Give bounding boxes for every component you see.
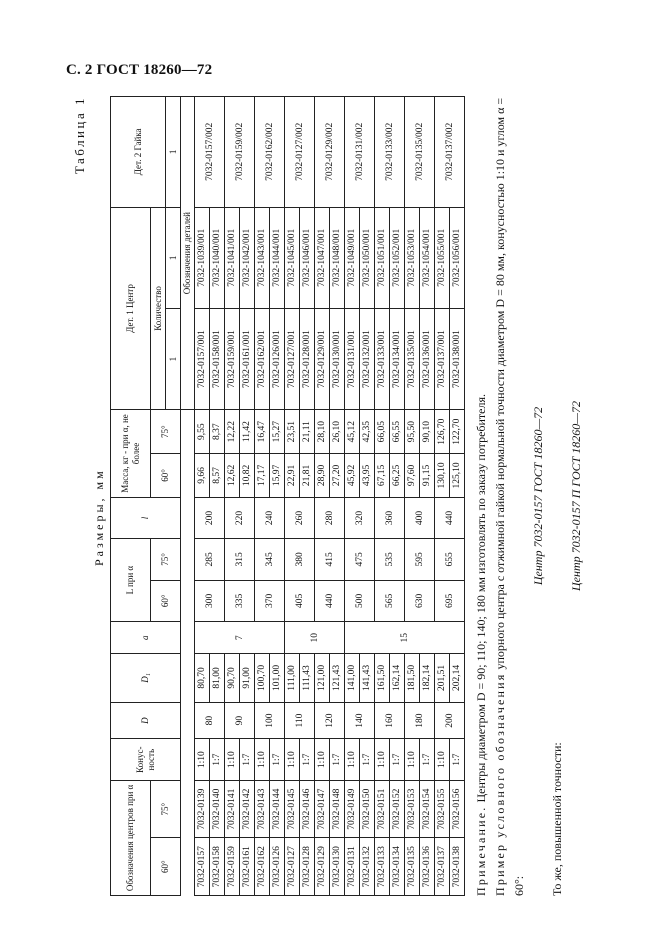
center-75-cell: 7032-0148 [330,780,345,838]
det2-nut-cell: 7032-0137/002 [435,97,465,208]
diameter-D1-cell: 111,43 [300,654,315,702]
diameter-D-cell: 160 [375,702,405,739]
table-row [315,97,330,896]
det1-part-cell: 7032-1041/001 [225,207,240,308]
diameter-D1-cell: 111,00 [285,654,300,702]
center-60-cell: 7032-0157 [195,838,210,896]
det1-part-cell: 7032-1056/001 [450,207,465,308]
det1-center-cell: 7032-0131/001 [345,308,360,409]
det1-center-cell: 7032-0162/001 [255,308,270,409]
length-L60-cell: 335 [225,580,255,621]
det1-part-cell: 7032-1053/001 [405,207,420,308]
length-l-cell: 240 [255,497,285,538]
diameter-D1-cell: 141,00 [345,654,360,702]
length-L75-cell: 595 [405,539,435,580]
center-75-cell: 7032-0146 [300,780,315,838]
det1-center-cell: 7032-0161/001 [240,308,255,409]
header-designation: Обозначения центров при α [111,780,151,895]
header-mass: Масса, кг - при α, не более [111,410,151,497]
taper-cell: 1:10 [315,739,330,780]
a-cell: 15 [345,622,465,654]
diameter-D-cell: 110 [285,702,315,739]
diameter-D1-cell: 161,50 [375,654,390,702]
center-75-cell: 7032-0144 [270,780,285,838]
mass-75-cell: 126,70 [435,410,450,454]
diameter-D1-cell: 162,14 [390,654,405,702]
table-row [435,97,450,896]
mass-60-cell: 15,97 [270,454,285,498]
mass-60-cell: 12,62 [225,454,240,498]
diameter-D1-cell: 81,00 [210,654,225,702]
center-60-cell: 7032-0136 [420,838,435,896]
length-l-cell: 440 [435,497,465,538]
taper-cell: 1:10 [225,739,240,780]
mass-60-cell: 27,20 [330,454,345,498]
det1-part-cell: 7032-1039/001 [195,207,210,308]
taper-cell: 1:7 [330,739,345,780]
det1-part-cell: 7032-1049/001 [345,207,360,308]
det1-center-cell: 7032-0159/001 [225,308,240,409]
header-quantity: Количество [151,207,166,410]
header-m60: 60° [151,454,181,498]
det1-part-cell: 7032-1046/001 [300,207,315,308]
mass-60-cell: 10,82 [240,454,255,498]
header-D: D [111,702,181,739]
centers-table [110,96,465,896]
mass-75-cell: 8,37 [210,410,225,454]
diameter-D1-cell: 141,43 [360,654,375,702]
mass-75-cell: 21,11 [300,410,315,454]
length-L75-cell: 285 [195,539,225,580]
table-caption [70,96,110,896]
table-row [360,97,375,896]
center-60-cell: 7032-0130 [330,838,345,896]
taper-cell: 1:7 [420,739,435,780]
table-row [255,97,270,896]
center-75-cell: 7032-0141 [225,780,240,838]
center-75-cell: 7032-0150 [360,780,375,838]
mass-75-cell: 9,55 [195,410,210,454]
mass-60-cell: 9,66 [195,454,210,498]
diameter-D1-cell: 80,70 [195,654,210,702]
center-75-cell: 7032-0154 [420,780,435,838]
mass-60-cell: 8,57 [210,454,225,498]
det1-center-cell: 7032-0128/001 [300,308,315,409]
mass-75-cell: 45,12 [345,410,360,454]
mass-60-cell: 22,91 [285,454,300,498]
length-L60-cell: 630 [405,580,435,621]
a-cell: 7 [195,622,285,654]
mass-60-cell: 91,15 [420,454,435,498]
length-l-cell: 400 [405,497,435,538]
table-row [300,97,315,896]
taper-cell: 1:7 [450,739,465,780]
mass-75-cell: 15,27 [270,410,285,454]
det1-center-cell: 7032-0127/001 [285,308,300,409]
length-L60-cell: 405 [285,580,315,621]
diameter-D1-cell: 91,00 [240,654,255,702]
length-l-cell: 260 [285,497,315,538]
diameter-D-cell: 80 [195,702,225,739]
mass-75-cell: 12,22 [225,410,240,454]
center-60-cell: 7032-0133 [375,838,390,896]
diameter-D-cell: 180 [405,702,435,739]
header-c60: 60° [151,838,181,896]
mass-75-cell: 95,50 [405,410,420,454]
center-75-cell: 7032-0147 [315,780,330,838]
length-l-cell: 220 [225,497,255,538]
det1-part-cell: 7032-1043/001 [255,207,270,308]
det1-part-cell: 7032-1055/001 [435,207,450,308]
det2-nut-cell: 7032-0133/002 [375,97,405,208]
table-row [210,97,225,896]
taper-cell: 1:7 [240,739,255,780]
table-row [390,97,405,896]
mass-75-cell: 42,35 [360,410,375,454]
length-L60-cell: 695 [435,580,465,621]
table-row [450,97,465,896]
table-row [285,97,300,896]
mass-75-cell: 16,47 [255,410,270,454]
sizes-label: Размеры, мм [92,468,106,566]
taper-cell: 1:10 [255,739,270,780]
det1-center-cell: 7032-0136/001 [420,308,435,409]
det1-center-cell: 7032-0133/001 [375,308,390,409]
det1-part-cell: 7032-1045/001 [285,207,300,308]
taper-cell: 1:7 [300,739,315,780]
taper-cell: 1:10 [195,739,210,780]
table-number: Таблица 1 [72,96,87,175]
same-text: То же, повышенной точности: [550,742,564,896]
rotated-table-area [70,96,600,896]
header-L: L при α [111,539,151,622]
mass-75-cell: 11,42 [240,410,255,454]
length-L75-cell: 655 [435,539,465,580]
center-60-cell: 7032-0161 [240,838,255,896]
diameter-D1-cell: 100,70 [255,654,270,702]
note-line [472,96,491,896]
det2-nut-cell: 7032-0162/002 [255,97,285,208]
a-cell: 10 [285,622,345,654]
length-L75-cell: 415 [315,539,345,580]
header-D1: D₁ [111,654,181,702]
table-row [225,97,240,896]
diameter-D1-cell: 182,14 [420,654,435,702]
det2-nut-cell: 7032-0127/002 [285,97,315,208]
taper-cell: 1:10 [345,739,360,780]
example-line [491,96,529,896]
det1-center-cell: 7032-0158/001 [210,308,225,409]
det1-center-cell: 7032-0138/001 [450,308,465,409]
center-60-cell: 7032-0126 [270,838,285,896]
taper-cell: 1:10 [375,739,390,780]
diameter-D-cell: 120 [315,702,345,739]
det2-nut-cell: 7032-0135/002 [405,97,435,208]
mass-60-cell: 21,81 [300,454,315,498]
center-60-cell: 7032-0135 [405,838,420,896]
det1-center-cell: 7032-0137/001 [435,308,450,409]
mass-60-cell: 45,92 [345,454,360,498]
center-60-cell: 7032-0129 [315,838,330,896]
taper-cell: 1:7 [210,739,225,780]
table-row [195,97,210,896]
mass-75-cell: 23,51 [285,410,300,454]
length-l-cell: 280 [315,497,345,538]
header-qty2: 1 [166,207,181,308]
diameter-D-cell: 140 [345,702,375,739]
det1-part-cell: 7032-1051/001 [375,207,390,308]
mass-75-cell: 26,10 [330,410,345,454]
diameter-D1-cell: 101,00 [270,654,285,702]
length-L60-cell: 370 [255,580,285,621]
mass-75-cell: 66,05 [375,410,390,454]
table-row [330,97,345,896]
center-60-cell: 7032-0128 [300,838,315,896]
note-text: Центры диаметром D = 90; 110; 140; 180 мм изготовлять по заказу потребителя. [474,393,488,803]
length-L75-cell: 380 [285,539,315,580]
taper-cell: 1:7 [270,739,285,780]
det1-part-cell: 7032-1050/001 [360,207,375,308]
center-75-cell: 7032-0151 [375,780,390,838]
example-text: упорного центра с отжимной гайкой нормальной точности диаметром D = 80 мм, конусностью 1:10 и углом α = 60°: [493,97,526,896]
header-L75: 75° [151,539,181,580]
mass-60-cell: 130,10 [435,454,450,498]
center-75-cell: 7032-0140 [210,780,225,838]
same-designation: Центр 7032-0157 П ГОСТ 18260—72 [569,401,583,591]
length-L60-cell: 565 [375,580,405,621]
center-75-cell: 7032-0152 [390,780,405,838]
det1-part-cell: 7032-1042/001 [240,207,255,308]
det1-center-cell: 7032-0134/001 [390,308,405,409]
center-75-cell: 7032-0149 [345,780,360,838]
example-label: Пример условного обозначения [493,672,507,896]
det1-center-cell: 7032-0130/001 [330,308,345,409]
det2-nut-cell: 7032-0129/002 [315,97,345,208]
length-L60-cell: 300 [195,580,225,621]
header-parts-designation: Обозначения деталей [181,97,195,410]
mass-75-cell: 90,10 [420,410,435,454]
diameter-D1-cell: 121,00 [315,654,330,702]
diameter-D-cell: 200 [435,702,465,739]
notes-block [472,96,586,896]
taper-cell: 1:10 [285,739,300,780]
det1-center-cell: 7032-0135/001 [405,308,420,409]
mass-60-cell: 125,10 [450,454,465,498]
table-row [375,97,390,896]
det1-part-cell: 7032-1054/001 [420,207,435,308]
length-l-cell: 360 [375,497,405,538]
det2-nut-cell: 7032-0159/002 [225,97,255,208]
length-L75-cell: 345 [255,539,285,580]
length-l-cell: 200 [195,497,225,538]
taper-cell: 1:10 [405,739,420,780]
mass-60-cell: 17,17 [255,454,270,498]
mass-75-cell: 122,70 [450,410,465,454]
table-row [270,97,285,896]
header-qty1: 1 [166,308,181,409]
diameter-D1-cell: 201,51 [435,654,450,702]
page-header: С. 2 ГОСТ 18260—72 [66,62,213,78]
center-75-cell: 7032-0145 [285,780,300,838]
length-L75-cell: 535 [375,539,405,580]
table-row [240,97,255,896]
mass-75-cell: 28,10 [315,410,330,454]
length-L60-cell: 440 [315,580,345,621]
det1-center-cell: 7032-0157/001 [195,308,210,409]
mass-75-cell: 66,55 [390,410,405,454]
center-75-cell: 7032-0139 [195,780,210,838]
header-det2: Дет. 2 Гайка [111,97,166,208]
det1-part-cell: 7032-1040/001 [210,207,225,308]
det1-center-cell: 7032-0126/001 [270,308,285,409]
diameter-D1-cell: 121,43 [330,654,345,702]
length-L60-cell: 500 [345,580,375,621]
diameter-D1-cell: 181,50 [405,654,420,702]
center-60-cell: 7032-0137 [435,838,450,896]
center-60-cell: 7032-0138 [450,838,465,896]
diameter-D-cell: 100 [255,702,285,739]
det1-part-cell: 7032-1052/001 [390,207,405,308]
det1-part-cell: 7032-1047/001 [315,207,330,308]
header-spacer [181,410,195,896]
det1-center-cell: 7032-0129/001 [315,308,330,409]
diameter-D1-cell: 202,14 [450,654,465,702]
center-75-cell: 7032-0142 [240,780,255,838]
mass-60-cell: 67,15 [375,454,390,498]
table-row [420,97,435,896]
center-75-cell: 7032-0155 [435,780,450,838]
length-L75-cell: 315 [225,539,255,580]
diameter-D-cell: 90 [225,702,255,739]
center-60-cell: 7032-0158 [210,838,225,896]
mass-60-cell: 97,60 [405,454,420,498]
center-60-cell: 7032-0127 [285,838,300,896]
center-60-cell: 7032-0162 [255,838,270,896]
det2-nut-cell: 7032-0131/002 [345,97,375,208]
det2-nut-cell: 7032-0157/002 [195,97,225,208]
header-l: l [111,497,181,538]
center-60-cell: 7032-0134 [390,838,405,896]
header-taper: Конус-ность [111,739,181,780]
header-m75: 75° [151,410,181,454]
det1-center-cell: 7032-0132/001 [360,308,375,409]
header-L60: 60° [151,580,181,621]
table-row [405,97,420,896]
example-designation: Центр 7032-0157 ГОСТ 18260—72 [531,406,545,586]
center-60-cell: 7032-0132 [360,838,375,896]
table-row [345,97,360,896]
length-l-cell: 320 [345,497,375,538]
table-body [195,97,465,896]
mass-60-cell: 43,95 [360,454,375,498]
center-75-cell: 7032-0156 [450,780,465,838]
mass-60-cell: 28,90 [315,454,330,498]
taper-cell: 1:7 [390,739,405,780]
length-L75-cell: 475 [345,539,375,580]
header-det1: Дет. 1 Центр [111,207,151,410]
header-c75: 75° [151,780,181,838]
header-qty3: 1 [166,97,181,208]
note-label: Примечание. [474,805,488,896]
diameter-D1-cell: 90,70 [225,654,240,702]
center-75-cell: 7032-0153 [405,780,420,838]
center-60-cell: 7032-0159 [225,838,240,896]
det1-part-cell: 7032-1048/001 [330,207,345,308]
center-60-cell: 7032-0131 [345,838,360,896]
det1-part-cell: 7032-1044/001 [270,207,285,308]
header-a: a [111,622,181,654]
taper-cell: 1:10 [435,739,450,780]
taper-cell: 1:7 [360,739,375,780]
mass-60-cell: 66,25 [390,454,405,498]
center-75-cell: 7032-0143 [255,780,270,838]
